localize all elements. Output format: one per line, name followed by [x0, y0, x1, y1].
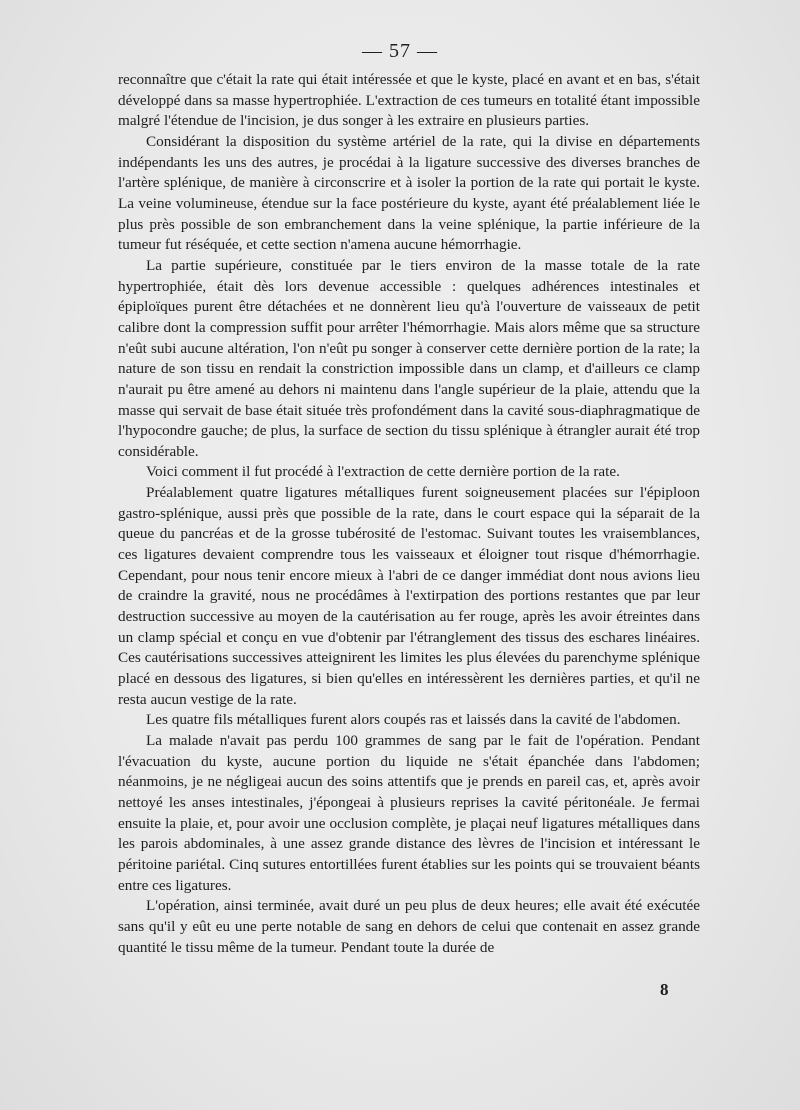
paragraph-4: Voici comment il fut procédé à l'extraction de cette dernière portion de la rate.: [146, 463, 620, 481]
paragraph-1: reconnaître que c'était la rate qui était intéressée et que le kyste, placé en avant et en bas, s'était développé dans sa masse hypertrophiée. L'extraction de ces tumeurs en totalité étant impossible malgré l'étendue de l'incision, je dus songer à les extraire en plusieurs parties.: [118, 71, 700, 130]
paragraph-6: Les quatre fils métalliques furent alors coupés ras et laissés dans la cavité de l'abdomen.: [146, 711, 681, 729]
paragraph-3: La partie supérieure, constituée par le tiers environ de la masse totale de la rate hypertrophiée, était dès lors devenue accessible : quelques adhérences intestinales et épiploïques purent être détachées et ne donnèrent lieu qu'à l'ouverture de vaisseaux de petit calibre dont la compression suffit pour arrêter l'hémorrhagie. Mais alors même que sa structure n'eût subi aucune altération, l'on n'eût pu songer à conserver cette dernière portion de la rate; la nature de son tissu en rendait la constriction impossible dans un clamp, et d'ailleurs ce clamp n'aurait pu être amené au dehors ni maintenu dans l'angle supérieur de la plaie, attendu que la masse qui servait de base était située très profondément dans la cavité sous-diaphragmatique de l'hypocondre gauche; de plus, la surface de section du tissu splénique à étrangler aurait été trop considérable.: [118, 256, 700, 460]
paragraph-7: La malade n'avait pas perdu 100 grammes de sang par le fait de l'opération. Pendant l'évacuation du kyste, aucune portion du liquide ne s'était épanchée dans l'abdomen; néanmoins, je ne négligeai aucun des soins attentifs que je prends en pareil cas, et, après avoir nettoyé les anses intestinales, j'épongeai à plusieurs reprises la cavité péritonéale. Je fermai ensuite la plaie, et, pour avoir une occlusion complète, je plaçai neuf ligatures métalliques dans les parois abdominales, à une assez grande distance des lèvres de l'incision et intéressant le péritoine pariétal. Cinq sutures entortillées furent établies sur les points qui se trouvaient béants entre ces ligatures.: [118, 732, 700, 894]
paragraph-8: L'opération, ainsi terminée, avait duré un peu plus de deux heures; elle avait été exécutée sans qu'il y eût eu une perte notable de sang en dehors de celui que contenait en assez grande quantité le tissu même de la tumeur. Pendant toute la durée de: [118, 897, 700, 956]
paragraph-5: Préalablement quatre ligatures métalliques furent soigneusement placées sur l'épiploon gastro-splénique, aussi près que possible de la rate, dans le court espace qui la séparait de la queue du pancréas et de la grosse tubérosité de l'estomac. Suivant toutes les vraisemblances, ces ligatures devaient comprendre tous les vaisseaux et éloigner tout risque d'hémorrhagie. Cependant, pour nous tenir encore mieux à l'abri de ce danger immédiat dont nous avions lieu de craindre la gravité, nous ne procédâmes à l'extirpation des portions restantes que par leur destruction successive au moyen de la cautérisation au fer rouge, après les avoir étreintes dans un clamp spécial et conçu en vue d'obtenir par l'étranglement des tissus des eschares linéaires. Ces cautérisations successives atteignirent les limites les plus élevées du parenchyme splénique placé en dessous des ligatures, si bien qu'elles en intéressèrent les dernières parties, et qu'il ne resta aucun vestige de la rate.: [118, 484, 700, 708]
signature-mark: 8: [660, 980, 669, 999]
paragraph-2: Considérant la disposition du système artériel de la rate, qui la divise en départements indépendants les uns des autres, je procédai à la ligature successive des diverses branches de l'artère splénique, de manière à circonscrire et à isoler la portion de la rate qui portait le kyste. La veine volumineuse, étendue sur la face postérieure du kyste, ayant été préalablement liée le plus près possible de son embranchement dans la veine splénique, la partie inférieure de la tumeur fut réséquée, et cette section n'amena aucune hémorrhagie.: [118, 132, 700, 254]
page-number-header: — 57 —: [362, 40, 438, 62]
body-text: [118, 70, 700, 958]
